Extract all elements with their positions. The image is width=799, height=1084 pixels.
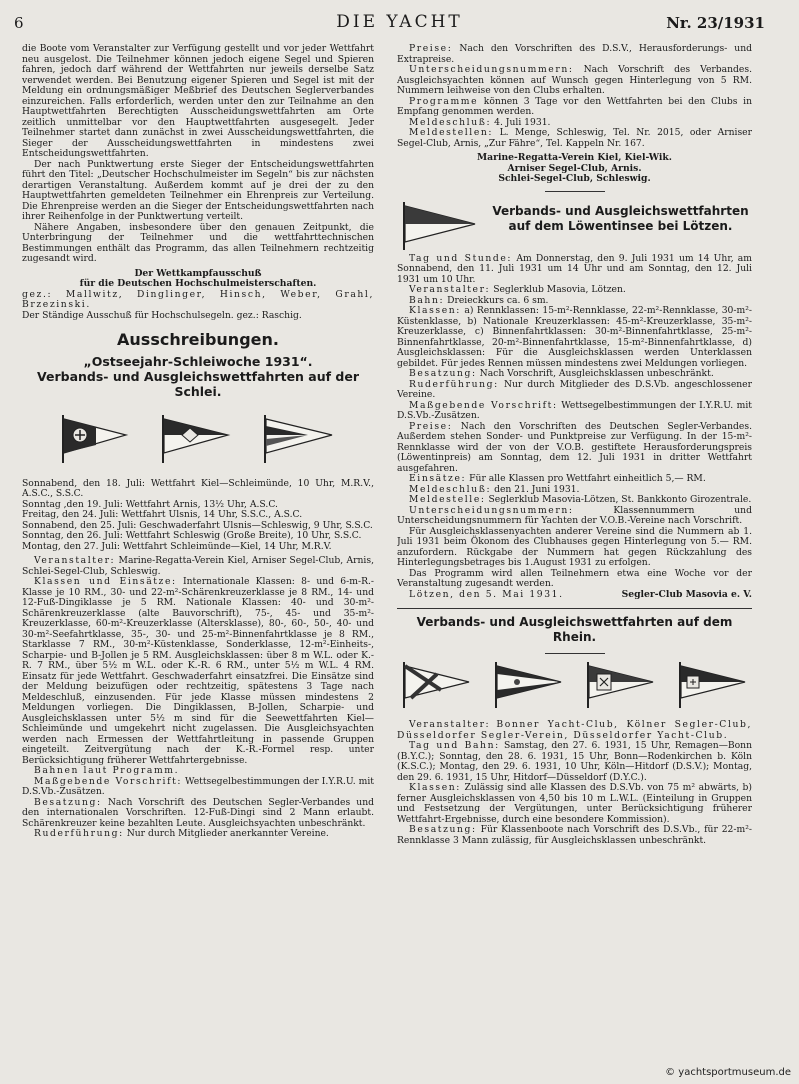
- label: Ruderführung:: [409, 378, 499, 390]
- label: Bahn:: [409, 294, 445, 306]
- label: Besatzung:: [409, 368, 477, 379]
- text: Wettsegelbestimmungen der I.Y.R.U. mit D.S.Vb.-Zusätzen.: [22, 775, 374, 797]
- label: Klassen:: [409, 305, 461, 316]
- label: Meldestellen:: [409, 127, 494, 138]
- signature-standing-committee: Der Ständige Ausschuß für Hochschulsegeln. gez.: Raschig.: [22, 309, 302, 321]
- text: Dreieckkurs ca. 6 sm.: [447, 294, 549, 306]
- signature-names: gez.: Mallwitz, Dinglinger, Hinsch, Weber, Grahl, Brzezinski.: [22, 288, 374, 310]
- text: Klassennummern und Unterscheidungsnummern für Yachten der V.O.B.-Vereine nach Vorschrift.: [397, 504, 752, 526]
- signature-date: Lötzen, den 5. Mai 1931.: [409, 588, 564, 600]
- club-line: Arniser Segel-Club, Arnis.: [507, 162, 642, 174]
- label: Maßgebende Vorschrift:: [34, 775, 183, 787]
- text: a) Rennklassen: 15-m²-Rennklasse, 22-m²-Rennklasse, 30-m²-Küstenklasse, b) Nationale Kreuzerklassen: 45-m²-Kreuzerklasse, 35-m²-Kreuzerklasse, c) Binnenfahrtklassen: 30-m²-Binnenfahrtklasse, 25-m²-Binnenfahrtklasse, 20-m²-Binnenfahrtklasse, 15-m²-Binnenfahrtklasse, d) Ausgleichsklassen: Für die Ausgleichsklassen werden Unterklassen gebildet. Für jedes Rennen müssen mindestens zwei Meldungen vorliegen.: [397, 305, 752, 369]
- divider: [545, 653, 605, 654]
- label: Maßgebende Vorschrift:: [409, 399, 558, 411]
- schedule-item: Freitag, den 24. Juli: Wettfahrt Ulsnis, 14 Uhr, S.S.C., A.S.C.: [22, 509, 303, 520]
- right-column: [397, 44, 752, 1074]
- text: Für Klassenboote nach Vorschrift des D.S.Vb., für 22-m²-Rennklasse 3 Mann zulässig, für Ausgleichsklassen unbeschränkt.: [397, 824, 752, 846]
- club-line: Schlei-Segel-Club, Schleswig.: [498, 173, 651, 184]
- text: Nach den Vorschriften des D.S.V., Herausforderungs- und Extrapreise.: [397, 44, 752, 65]
- schedule-item: Sonntag, den 26. Juli: Wettfahrt Schleswig (Große Breite), 10 Uhr, S.S.C.: [22, 530, 362, 541]
- schedule-item: Sonnabend, den 25. Juli: Geschwaderfahrt Ulsnis—Schleswig, 9 Uhr, S.S.C.: [22, 519, 373, 531]
- signature-committee-sub: für die Deutschen Hochschulmeisterschaften.: [79, 278, 317, 289]
- watermark: © yachtsportmuseum.de: [665, 1067, 791, 1078]
- pennant-ssc-icon: [262, 413, 336, 465]
- loetzen-signature: [397, 590, 752, 601]
- paragraph: Bahnen laut Programm.: [34, 765, 180, 776]
- club-pennants: [22, 409, 374, 467]
- schedule-item: Montag, den 27. Juli: Wettfahrt Schleimünde—Kiel, 14 Uhr, M.R.V.: [22, 540, 332, 552]
- label: Preise:: [409, 420, 453, 432]
- pennant-byc-icon: [401, 660, 473, 710]
- label: Meldeschluß:: [409, 116, 492, 128]
- section-title: Ausschreibungen.: [117, 330, 279, 349]
- text: Bonner Yacht-Club, Kölner Segler-Club, Düsseldorfer Segler-Verein, Düsseldorfer Yacht-Club.: [397, 719, 752, 741]
- text: Für alle Klassen pro Wettfahrt einheitlich 5,— RM.: [469, 473, 706, 484]
- signature-club: Segler-Club Masovia e. V.: [621, 588, 752, 600]
- text: Samstag, den 27. 6. 1931, 15 Uhr, Remagen—Bonn (B.Y.C.); Sonntag, den 28. 6. 1931, 15 Uhr, Bonn—Rodenkirchen b. Köln (K.S.C.); Montag, den 29. 6. 1931, 10 Uhr, Köln—Hitdorf (D.S.V.); Montag, den 29. 6. 1931, 15 Uhr, Hitdorf—Düsseldorf (D.Y.C.).: [397, 740, 752, 783]
- pennant-mrv-icon: [60, 413, 130, 465]
- issue-number: Nr. 23/1931: [666, 14, 765, 32]
- text: Nur durch Mitglieder anerkannter Vereine.: [126, 828, 329, 839]
- pennant-ksc-icon: [493, 660, 565, 710]
- rhein-title: Verbands- und Ausgleichswettfahrten auf dem Rhein.: [416, 615, 733, 644]
- loetzen-title: Verbands- und Ausgleichswettfahrten auf dem Löwentinsee bei Lötzen.: [492, 203, 749, 233]
- label: Klassen:: [409, 782, 461, 793]
- schedule-item: Sonnabend, den 18. Juli: Wettfahrt Kiel—Schleimünde, 10 Uhr, M.R.V., A.S.C., S.S.C.: [22, 477, 374, 499]
- text: Nach Vorschrift des Deutschen Segler-Verbandes und den internationalen Vorschriften. 12-Fuß-Dingi sind 2 Mann erlaubt. Schärenkreuzer keine bezahlten Leute. Ausgleichsyachten unbeschränkt.: [22, 796, 374, 829]
- event-title-line2: Verbands- und Ausgleichswettfahrten auf der Schlei.: [36, 368, 360, 399]
- label: Meldeschluß:: [409, 483, 492, 495]
- event-title-line1: „Ostseejahr-Schleiwoche 1931“.: [83, 353, 313, 369]
- label: Klassen und Einsätze:: [34, 576, 177, 587]
- label: Programme: [409, 95, 479, 107]
- paragraph: Das Programm wird allen Teilnehmern etwa eine Woche vor der Veranstaltung zugesandt werden.: [397, 567, 752, 589]
- label: Einsätze:: [409, 473, 467, 484]
- pennant-masovia-icon: [401, 200, 479, 252]
- text: 4. Juli 1931.: [494, 116, 551, 128]
- club-line: Marine-Regatta-Verein Kiel, Kiel-Wik.: [477, 152, 672, 163]
- paragraph: Nähere Angaben, insbesondere über den genauen Zeitpunkt, die Unterbringung der Teilnehmer und die wettfahrttechnischen Bestimmungen enthält das Programm, das allen Teilnehmern rechtzeitig zugesandt wird.: [22, 221, 374, 264]
- paragraph: Für Ausgleichsklassenyachten anderer Vereine sind die Nummern ab 1. Juli 1931 beim Ökonom des Clubhauses gegen Hinterlegung von 5.— RM. anzufordern. Rückgabe der Nummern hat gegen Rückzahlung des Hinterlegungsbetrages bis 1.August 1931 zu erfolgen.: [397, 525, 752, 568]
- label: Unterscheidungsnummern:: [409, 64, 574, 75]
- text: Wettsegelbestimmungen der I.Y.R.U. mit D.S.Vb.-Zusätzen.: [397, 399, 752, 421]
- text: Nach den Vorschriften des Deutschen Segler-Verbandes. Außerdem stehen Sonder- und Punktpreise zur Verfügung. In der 15-m²-Rennklasse wird der von der V.O.B. gestiftete Herausforderungspreis (Löwentinpreis) am Sonntag, dem 12. Juli 1931 in dritter Wettfahrt ausgefahren.: [397, 420, 752, 474]
- magazine-title: DIE YACHT: [336, 12, 463, 32]
- label: Veranstalter:: [409, 284, 491, 295]
- page-header: [0, 12, 799, 38]
- text: Marine-Regatta-Verein Kiel, Arniser Segel-Club, Arnis, Schlei-Segel-Club, Schleswig.: [22, 555, 374, 577]
- label: Tag und Stunde:: [409, 252, 513, 264]
- divider: [545, 191, 605, 192]
- pennant-dyc-icon: [677, 660, 749, 710]
- label: Besatzung:: [409, 824, 477, 835]
- rhein-pennants: [397, 660, 752, 712]
- loetzen-header: [397, 198, 752, 254]
- page-number: 6: [14, 14, 24, 32]
- event-title: [22, 354, 374, 399]
- text: Zulässig sind alle Klassen des D.S.Vb. von 75 m² abwärts, b) ferner Ausgleichsklassen von 4,50 bis 10 m L.W.L. (Einteilung in Gruppen und Festsetzung der Vergütungen, unter Berücksichtigung früherer Wettfahrt-Ergebnisse, durch eine besondere Kommission).: [397, 782, 752, 825]
- signature-committee: Der Wettkampfausschuß: [134, 267, 262, 279]
- label: Veranstalter:: [409, 719, 491, 730]
- text: Nur durch Mitglieder des D.S.Vb. angeschlossener Vereine.: [397, 378, 752, 400]
- label: Unterscheidungsnummern:: [409, 504, 574, 516]
- label: Veranstalter:: [34, 555, 116, 566]
- text: können 3 Tage vor den Wettfahrten bei den Clubs in Empfang genommen werden.: [397, 95, 752, 117]
- pennant-dsv-icon: [585, 660, 657, 710]
- label: Meldestelle:: [409, 494, 486, 505]
- text: L. Menge, Schleswig, Tel. Nr. 2015, oder Arniser Segel-Club, Arnis, „Zur Fähre“, Tel. Kappeln Nr. 167.: [397, 127, 752, 149]
- label: Preise:: [409, 44, 453, 54]
- text: Nach Vorschrift des Verbandes. Ausgleichsyachten können auf Wunsch gegen Hinterlegung von 5 RM. Nummern leihweise von den Clubs erhalten.: [397, 64, 752, 96]
- text: Nach Vorschrift, Ausgleichsklassen unbeschränkt.: [479, 368, 714, 379]
- text: Internationale Klassen: 8- und 6-m-R.-Klasse je 10 RM., 30- und 22-m²-Schärenkreuzerklasse je 8 RM., 14- und 12-Fuß-Dingiklasse je 5 RM. Nationale Klassen: 40- und 30-m²-Schärenkreuzerklasse (alte Bauvorschrift), 75-, 45- und 35-m²-Kreuzerklasse, 60-m²-Kreuzerklasse (Altersklasse), 80-, 60-, 50-, 40- und 30-m²-Seefahrtklasse, 35-, 30- und 25-m²-Binnenfahrtklasse je 8 RM., Starklasse 7 RM., 30-m²-Küstenklasse, Sonderklasse, 12-m²-Einheits-, Scharpie- und B-Jollen je 5 RM. Ausgleichsklassen: über 8 m W.L. oder K.-R. 7 RM., über 5½ m W.L. oder K.-R. 6 RM., unter 5½ m W.L. 4 RM. Einsatz für jede Wettfahrt. Geschwaderfahrt einsatzfrei. Die Einsätze sind der Meldung beizufügen oder rechtzeitig, spätestens 3 Tage nach Meldeschluß, einzusenden. Für jede Klasse müssen mindestens 2 Meldungen vorliegen. Die Dingiklassen, B-Jollen, Scharpie- und Ausgleichsklassen unter 5½ m sind für die Seewettfahrten Kiel—Schleimünde und umgekehrt nicht zugelassen. Die Ausgleichsyachten werden nach Ermessen der Wettfahrtleitung in passende Gruppen eingeteilt. Zeitvergütung nach der K.-R.-Formel resp. unter Berücksichtigung früherer Wettfahrtergebnisse.: [22, 576, 374, 766]
- divider: [397, 608, 752, 609]
- text: Seglerklub Masovia, Lötzen.: [493, 284, 626, 295]
- text: Am Donnerstag, den 9. Juli 1931 um 14 Uhr, am Sonnabend, den 11. Juli 1931 um 14 Uhr und am Sonntag, den 12. Juli 1931 um 10 Uhr.: [397, 252, 752, 285]
- left-column: [22, 44, 374, 1074]
- text: Seglerklub Masovia-Lötzen, St. Bankkonto Girozentrale.: [488, 494, 752, 505]
- paragraph: die Boote vom Veranstalter zur Verfügung gestellt und vor jeder Wettfahrt neu ausgelost. Die Teilnehmer können jedoch eigene Segel und Spieren fahren, jedoch darf während der Wettfahrten nur jeweils derselbe Satz verwendet werden. Bei Benutzung eigener Spieren und Segel ist mit der Meldung ein ordnungsmäßiger Meßbrief des Deutschen Seglerverbandes einzureichen. Falls erforderlich, werden unter den zur Teilnahme an den Hauptwettfahrten Berechtigten Ausscheidungswettfahrten am Orte zeitlich unmittelbar vor den Hauptwettfahrten ausgesegelt. Jeder Teilnehmer startet dann zunächst in zwei Ausscheidungswettfahrten, die Sieger der Ausscheidungswettfahrten in mindestens zwei Entscheidungswettfahrten.: [22, 44, 374, 159]
- paragraph: Der nach Punktwertung erste Sieger der Entscheidungswettfahrten führt den Titel: „Deutscher Hochschulmeister im Segeln“ bis zur nächsten derartigen Veranstaltung. Außerdem kommt auf je drei der zu den Hauptwettfahrten gemeldeten Teilnehmer ein Ehrenpreis zur Verteilung. Die Ehrenpreise werden an die Sieger der Entscheidungswettfahrten nach ihrer Reihenfolge in der Punktwertung verteilt.: [22, 158, 374, 222]
- schedule-item: Sonntag ,den 19. Juli: Wettfahrt Arnis, 13½ Uhr, A.S.C.: [22, 498, 278, 510]
- text: den 21. Juni 1931.: [494, 483, 580, 495]
- label: Ruderführung:: [34, 828, 124, 839]
- pennant-asc-icon: [160, 413, 232, 465]
- label: Tag und Bahn:: [409, 740, 500, 751]
- label: Besatzung:: [34, 796, 102, 808]
